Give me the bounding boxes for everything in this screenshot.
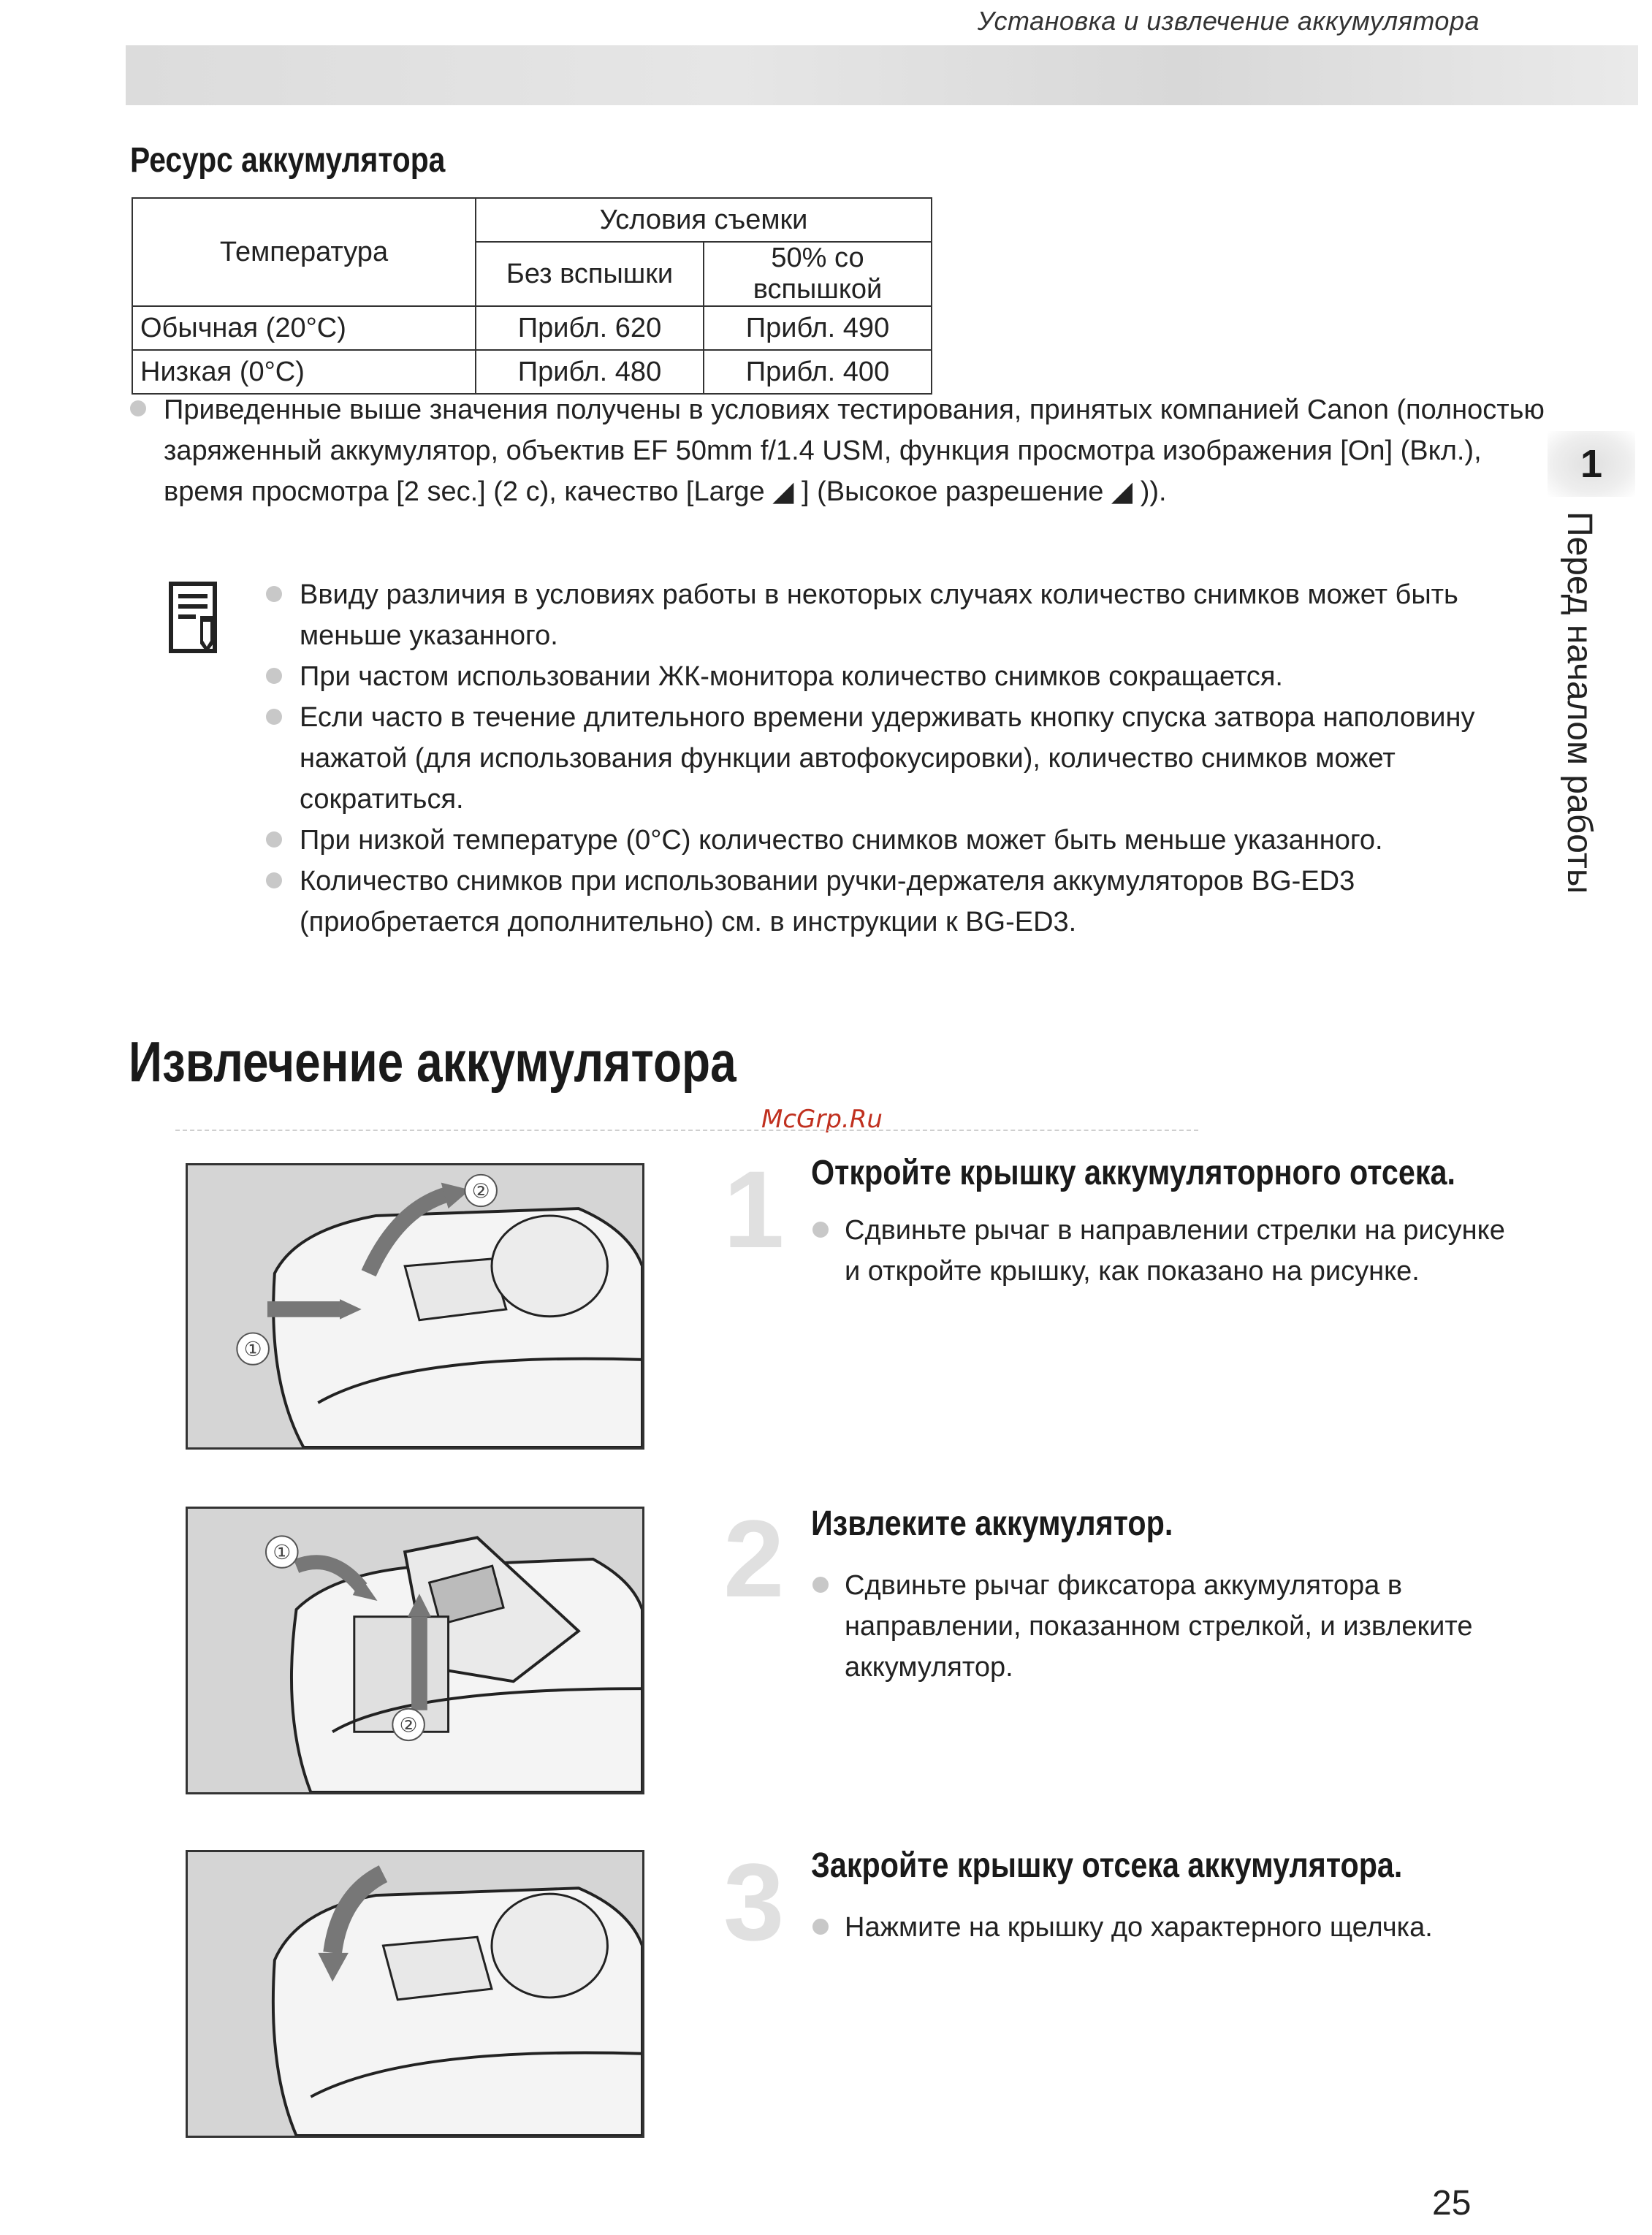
note-pencil-icon [168,581,227,657]
step-2-number: 2 [723,1497,785,1620]
step-2-title: Извлеките аккумулятор. [811,1504,1173,1543]
callout-1: ① [273,1540,292,1564]
footnote-paragraph [164,389,1545,512]
step-2-text [845,1565,1473,1688]
table-row [132,350,932,394]
note-item [300,697,1474,820]
step-text-line: Сдвиньте рычаг фиксатора аккумулятора в [845,1570,1403,1601]
table-header-no-flash: Без вспышки [476,242,704,306]
section-title-removal: Извлечение аккумулятора [129,1029,736,1094]
step-1-illustration [186,1163,644,1450]
step-text-line: Сдвиньте рычаг в направлении стрелки на рисунке [845,1215,1505,1246]
bullet-icon [130,400,146,416]
step-3-text [845,1907,1433,1948]
bullet-icon [812,1222,829,1238]
bullet-icon [266,668,282,684]
bullet-icon [812,1919,829,1935]
step-3-number: 3 [723,1840,785,1963]
note-line: (приобретается дополнительно) см. в инструкции к BG-ED3. [300,907,1077,937]
table-cell-temp: Низкая (0°C) [132,350,476,394]
note-line: При низкой температуре (0°C) количество снимков может быть меньше указанного. [300,825,1383,856]
battery-life-table [132,197,932,395]
callout-2: ② [399,1713,418,1737]
table-cell-no-flash: Прибл. 620 [476,306,704,350]
bullet-icon [266,831,282,848]
bullet-icon [266,872,282,888]
chapter-side-label [1559,511,1618,906]
table-row [132,306,932,350]
table-cell-flash: Прибл. 490 [704,306,932,350]
step-2-illustration [186,1507,644,1794]
step-text-line: направлении, показанном стрелкой, и извлеките [845,1611,1473,1642]
note-line: Если часто в течение длительного времени удерживать кнопку спуска затвора наполовину [300,702,1475,733]
step-3-title: Закройте крышку отсека аккумулятора. [811,1846,1403,1885]
section-title-battery-life: Ресурс аккумулятора [130,141,446,180]
bullet-icon [266,709,282,725]
note-item [300,574,1458,656]
note-line: При частом использовании ЖК-монитора количество снимков сокращается. [300,661,1283,692]
footnote-line: Приведенные выше значения получены в условиях тестирования, принятых компанией Canon (полностью [164,395,1545,425]
note-line: сократиться. [300,784,464,815]
step-1-text [845,1210,1505,1292]
table-header-temperature: Температура [132,198,476,306]
page-number: 25 [1432,2184,1472,2223]
step-1-title: Откройте крышку аккумуляторного отсека. [811,1154,1455,1192]
table-header-row [132,198,932,242]
step-1-number: 1 [723,1148,785,1271]
footnote-line: время просмотра [2 sec.] (2 с), качество [Large ◢ ] (Высокое разрешение ◢ )). [164,476,1167,507]
note-line: меньше указанного. [300,620,558,651]
table-cell-temp: Обычная (20°C) [132,306,476,350]
running-header: Установка и извлечение аккумулятора [977,6,1480,36]
table-header-shooting-conditions: Условия съемки [476,198,932,242]
note-line: Ввиду различия в условиях работы в некоторых случаях количество снимков может быть [300,579,1458,610]
section-divider [175,1130,1198,1131]
note-item [300,820,1383,861]
chapter-number-tab: 1 [1548,431,1635,497]
callout-1: ① [243,1337,262,1361]
step-text-line: аккумулятор. [845,1652,1013,1683]
watermark-text: McGrp.Ru [761,1105,883,1134]
note-item [300,861,1355,943]
bullet-icon [812,1577,829,1593]
note-item [300,656,1283,697]
table-cell-flash: Прибл. 400 [704,350,932,394]
note-line: нажатой (для использования функции автофокусировки), количество снимков может [300,743,1396,774]
bullet-icon [266,586,282,602]
header-band [126,45,1638,105]
callout-2: ② [471,1179,490,1203]
footnote-line: заряженный аккумулятор, объектив EF 50mm f/1.4 USM, функция просмотра изображения [On] (Вкл.), [164,435,1482,466]
note-line: Количество снимков при использовании ручки-держателя аккумуляторов BG-ED3 [300,866,1355,896]
table-cell-no-flash: Прибл. 480 [476,350,704,394]
chapter-side-label-text: Перед началом работы [1560,511,1599,894]
step-text-line: Нажмите на крышку до характерного щелчка. [845,1912,1433,1943]
step-text-line: и откройте крышку, как показано на рисунке. [845,1256,1420,1287]
step-3-illustration [186,1850,644,2138]
table-header-flash: 50% со вспышкой [704,242,932,306]
